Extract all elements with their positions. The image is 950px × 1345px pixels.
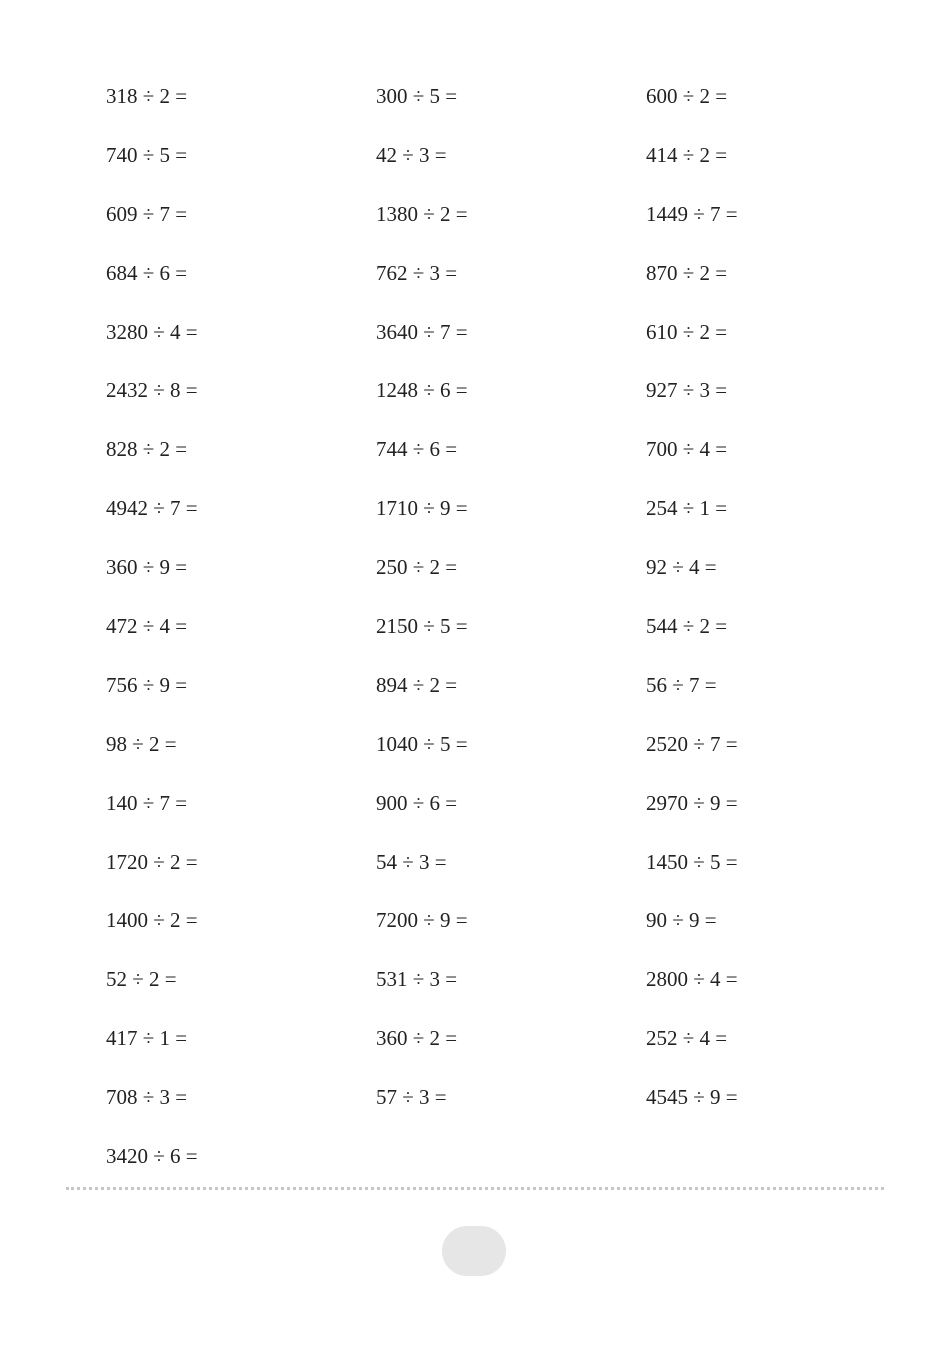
division-problem: 870 ÷ 2 = <box>646 260 728 285</box>
problem-row <box>106 314 886 373</box>
division-problem: 360 ÷ 9 = <box>106 555 188 580</box>
division-problem: 609 ÷ 7 = <box>106 201 188 226</box>
problem-row <box>106 1079 886 1138</box>
division-problem: 252 ÷ 4 = <box>646 1026 728 1051</box>
problem-row <box>106 902 886 961</box>
division-problem: 1450 ÷ 5 = <box>646 849 738 874</box>
division-problem: 684 ÷ 6 = <box>106 260 188 285</box>
problem-row <box>106 372 886 431</box>
problem-row <box>106 608 886 667</box>
division-problem: 2970 ÷ 9 = <box>646 790 738 815</box>
division-problem: 828 ÷ 2 = <box>106 437 188 462</box>
division-problem: 42 ÷ 3 = <box>376 142 447 167</box>
problem-row <box>106 1020 886 1079</box>
problem-row <box>106 667 886 726</box>
page-number-badge <box>442 1226 506 1276</box>
division-problem: 1710 ÷ 9 = <box>376 496 468 521</box>
problem-row <box>106 785 886 844</box>
division-problem: 756 ÷ 9 = <box>106 672 188 697</box>
division-problem: 1380 ÷ 2 = <box>376 201 468 226</box>
problem-row <box>106 137 886 196</box>
division-problem: 90 ÷ 9 = <box>646 908 717 933</box>
footer-divider <box>66 1187 884 1190</box>
division-problem: 2800 ÷ 4 = <box>646 967 738 992</box>
division-problem: 2432 ÷ 8 = <box>106 378 198 403</box>
division-problem: 900 ÷ 6 = <box>376 790 458 815</box>
problem-grid <box>106 78 886 1197</box>
problem-row <box>106 961 886 1020</box>
division-problem: 1449 ÷ 7 = <box>646 201 738 226</box>
problem-row <box>106 726 886 785</box>
problem-row <box>106 196 886 255</box>
division-problem: 3420 ÷ 6 = <box>106 1144 198 1169</box>
division-problem: 57 ÷ 3 = <box>376 1085 447 1110</box>
division-problem: 744 ÷ 6 = <box>376 437 458 462</box>
problem-row <box>106 549 886 608</box>
division-problem: 4942 ÷ 7 = <box>106 496 198 521</box>
division-problem: 360 ÷ 2 = <box>376 1026 458 1051</box>
division-problem: 610 ÷ 2 = <box>646 319 728 344</box>
division-problem: 700 ÷ 4 = <box>646 437 728 462</box>
division-problem: 92 ÷ 4 = <box>646 555 717 580</box>
division-problem: 7200 ÷ 9 = <box>376 908 468 933</box>
problem-row <box>106 490 886 549</box>
problem-row <box>106 431 886 490</box>
division-problem: 300 ÷ 5 = <box>376 84 458 108</box>
problem-row <box>106 78 886 137</box>
division-problem: 1040 ÷ 5 = <box>376 731 468 756</box>
division-problem: 250 ÷ 2 = <box>376 555 458 580</box>
division-problem: 52 ÷ 2 = <box>106 967 177 992</box>
division-problem: 3640 ÷ 7 = <box>376 319 468 344</box>
division-problem: 708 ÷ 3 = <box>106 1085 188 1110</box>
division-problem: 740 ÷ 5 = <box>106 142 188 167</box>
division-problem: 927 ÷ 3 = <box>646 378 728 403</box>
division-problem: 472 ÷ 4 = <box>106 614 188 639</box>
problem-row <box>106 844 886 903</box>
division-problem: 2520 ÷ 7 = <box>646 731 738 756</box>
division-problem: 600 ÷ 2 = <box>646 84 728 108</box>
division-problem: 54 ÷ 3 = <box>376 849 447 874</box>
division-problem: 2150 ÷ 5 = <box>376 614 468 639</box>
division-problem: 417 ÷ 1 = <box>106 1026 188 1051</box>
division-problem: 1720 ÷ 2 = <box>106 849 198 874</box>
division-problem: 762 ÷ 3 = <box>376 260 458 285</box>
division-problem: 894 ÷ 2 = <box>376 672 458 697</box>
division-problem: 1248 ÷ 6 = <box>376 378 468 403</box>
division-problem: 98 ÷ 2 = <box>106 731 177 756</box>
division-problem: 531 ÷ 3 = <box>376 967 458 992</box>
division-problem: 544 ÷ 2 = <box>646 614 728 639</box>
division-problem: 1400 ÷ 2 = <box>106 908 198 933</box>
division-problem: 414 ÷ 2 = <box>646 142 728 167</box>
division-problem: 56 ÷ 7 = <box>646 672 717 697</box>
problem-row <box>106 255 886 314</box>
division-problem: 318 ÷ 2 = <box>106 84 188 108</box>
division-problem: 140 ÷ 7 = <box>106 790 188 815</box>
division-problem: 4545 ÷ 9 = <box>646 1085 738 1110</box>
division-problem: 254 ÷ 1 = <box>646 496 728 521</box>
division-problem: 3280 ÷ 4 = <box>106 319 198 344</box>
